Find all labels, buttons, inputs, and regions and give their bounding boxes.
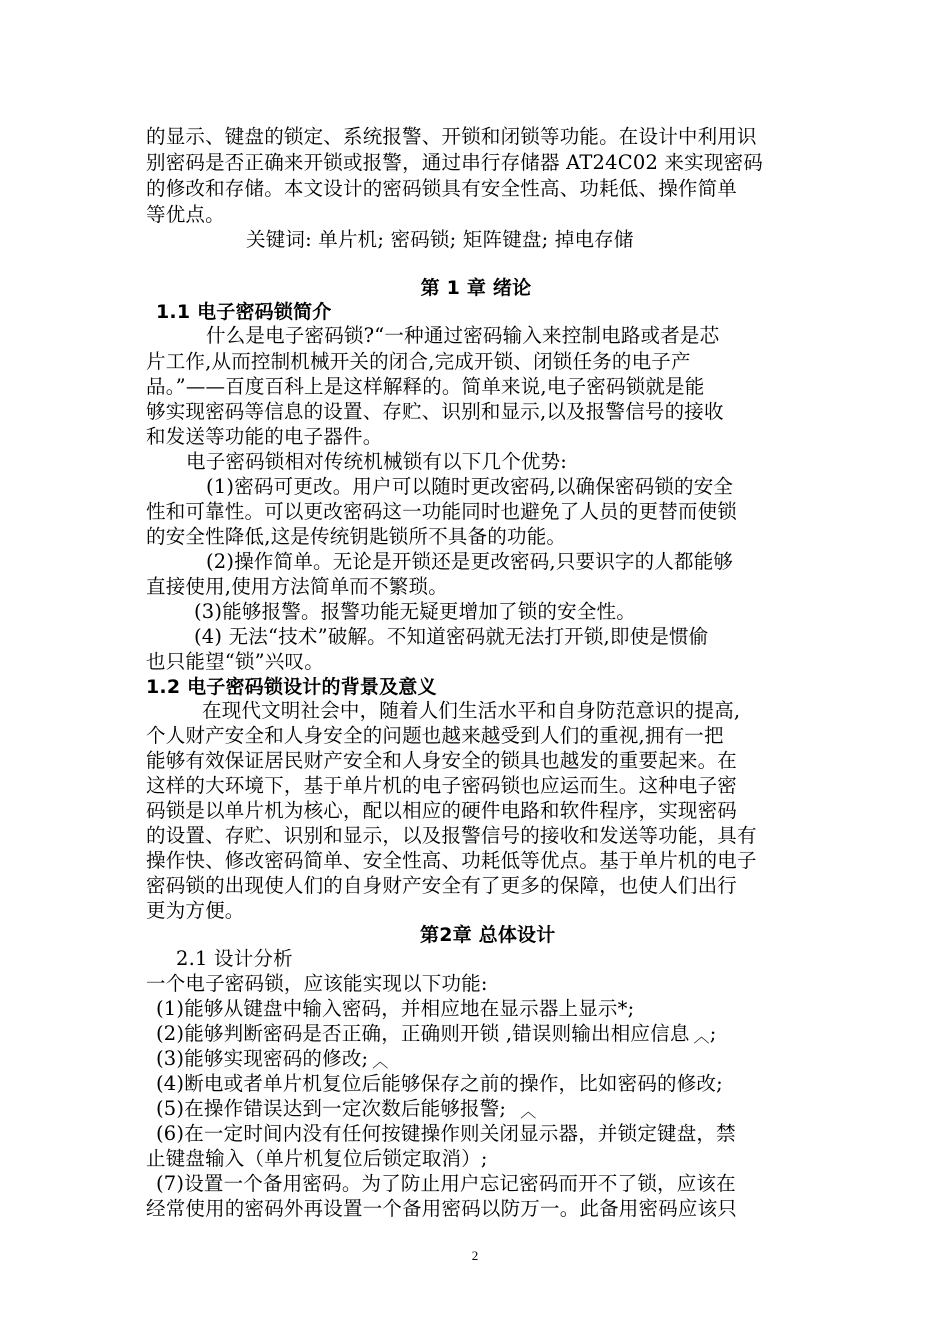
chapter-1-title: 第 1 章 绪论 — [420, 277, 532, 299]
keywords-line: 关键词: 单片机; 密码锁; 矩阵键盘; 掉电存储 — [246, 228, 634, 251]
paragraph-line: 密码锁的出现使人们的自身财产安全有了更多的保障，也使人们出行 — [146, 874, 738, 897]
section-1-1-title: 1.1 电子密码锁简介 — [156, 301, 332, 323]
paragraph-line: 个人财产安全和人身安全的问题也越来越受到人们的重视,拥有一把 — [146, 724, 724, 747]
advantage-4-line: (4) 无法“技术”破解。不知道密码就无法打开锁,即使是惯偷 — [194, 625, 709, 648]
function-item: (6)在一定时间内没有任何按键操作则关闭显示器，并锁定键盘，禁 — [156, 1122, 736, 1145]
paragraph-line: 片工作,从而控制机械开关的闭合,完成开锁、闭锁任务的电子产 — [146, 350, 691, 373]
advantage-3-line: (3)能够报警。报警功能无疑更增加了锁的安全性。 — [194, 600, 636, 623]
abstract-line: 等优点。 — [146, 203, 225, 226]
advantage-2-line: (2)操作简单。无论是开锁还是更改密码,只要识字的人都能够 — [206, 550, 734, 573]
function-item-text: (2)能够判断密码是否正确，正确则开锁 ,错误则输出相应信息 — [156, 1022, 690, 1045]
abstract-line: 的修改和存储。本文设计的密码锁具有安全性高、功耗低、操作简单 — [146, 177, 738, 200]
paragraph-line: 这样的大环境下，基于单片机的电子密码锁也应运而生。这种电子密 — [146, 774, 738, 797]
advantage-1-line: (1)密码可更改。用户可以随时更改密码,以确保密码锁的安全 — [206, 475, 734, 498]
paragraph-line: 码锁是以单片机为核心，配以相应的硬件电路和软件程序，实现密码 — [146, 799, 738, 822]
paragraph-line: 能够有效保证居民财产安全和人身安全的锁具也越发的重要起来。在 — [146, 749, 738, 772]
caret-mark-icon: ︿ — [693, 1027, 710, 1046]
function-item-text: (3)能够实现密码的修改; — [156, 1047, 369, 1070]
paragraph-line: 够实现密码等信息的设置、存贮、识别和显示,以及报警信号的接收 — [146, 400, 724, 423]
section-1-2-title: 1.2 电子密码锁设计的背景及意义 — [146, 676, 437, 698]
paragraph-line: 品。”——百度百科上是这样解释的。简单来说,电子密码锁就是能 — [146, 375, 705, 398]
chapter-2-title: 第2章 总体设计 — [420, 924, 556, 946]
caret-mark-icon: ︿ — [372, 1052, 389, 1071]
paragraph-line: 在现代文明社会中，随着人们生活水平和自身防范意识的提高, — [202, 699, 741, 722]
function-item: 经常使用的密码外再设置一个备用密码以防万一。此备用密码应该只 — [146, 1197, 738, 1220]
paragraph-line: 一个电子密码锁，应该能实现以下功能: — [146, 972, 488, 995]
function-item: (7)设置一个备用密码。为了防止用户忘记密码而开不了锁，应该在 — [156, 1172, 736, 1195]
paragraph-line: 更为方便。 — [146, 899, 245, 922]
advantage-1-line: 性和可靠性。可以更改密码这一功能同时也避免了人员的更替而使锁 — [146, 500, 738, 523]
paragraph-line: 的设置、存贮、识别和显示，以及报警信号的接收和发送等功能，具有 — [146, 824, 757, 847]
caret-mark-icon: ︿ — [520, 1102, 537, 1121]
section-2-1-title: 2.1 设计分析 — [176, 947, 293, 970]
function-item-text: (5)在操作错误达到一定次数后能够报警; — [156, 1097, 507, 1120]
advantage-1-line: 的安全性降低,这是传统钥匙锁所不具备的功能。 — [146, 525, 567, 548]
abstract-line: 别密码是否正确来开锁或报警，通过串行存储器 AT24C02 来实现密码 — [146, 151, 763, 174]
paragraph-line: 什么是电子密码锁?“一种通过密码输入来控制电路或者是芯 — [206, 324, 720, 347]
function-item: (1)能够从键盘中输入密码，并相应地在显示器上显示*; — [156, 997, 635, 1020]
advantage-4-line: 也只能望“锁”兴叹。 — [146, 650, 324, 673]
function-item: 止键盘输入（单片机复位后锁定取消）; — [146, 1147, 488, 1170]
advantage-2-line: 直接使用,使用方法简单而不繁琐。 — [146, 575, 448, 598]
paragraph-line: 操作快、修改密码简单、安全性高、功耗低等优点。基于单片机的电子 — [146, 849, 757, 872]
paragraph-line: 和发送等功能的电子器件。 — [146, 425, 383, 448]
function-item: (4)断电或者单片机复位后能够保存之前的操作，比如密码的修改; — [156, 1072, 723, 1095]
function-item-end: ; — [709, 1022, 717, 1045]
paragraph-line: 电子密码锁相对传统机械锁有以下几个优势: — [186, 450, 568, 473]
abstract-line: 的显示、键盘的锁定、系统报警、开锁和闭锁等功能。在设计中利用识 — [146, 125, 757, 148]
page-number: 2 — [471, 1248, 479, 1263]
